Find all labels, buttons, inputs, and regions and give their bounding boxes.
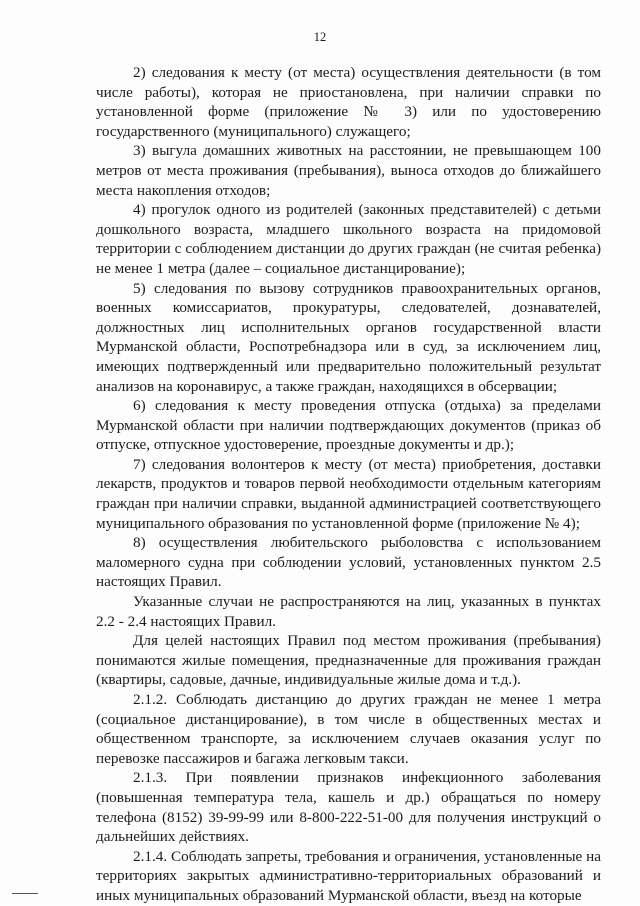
scan-edge-mark bbox=[12, 893, 38, 894]
paragraph-item-2: 2) следования к месту (от места) осуществления деятельности (в том числе работы), которая не приостановлена, при наличии справки по установленной форме (приложение № 3) или по удостоверению государственного (муниципального) служащего; bbox=[96, 64, 601, 140]
paragraph-item-4: 4) прогулок одного из родителей (законных представителей) с детьми дошкольного возраста, младшего школьного возраста на придомовой территории с соблюдением дистанции до других граждан (не считая ребенка) не менее 1 метра (далее – социальное дистанцирование); bbox=[96, 201, 601, 277]
paragraph-2-1-4: 2.1.4. Соблюдать запреты, требования и ограничения, установленные на территориях закрытых административно-территориальных образований и иных муниципальных образований Мурманской области, въезд на которые bbox=[96, 847, 601, 904]
document-body bbox=[96, 63, 601, 906]
page-number: 12 bbox=[313, 30, 327, 44]
paragraph-2-1-2: 2.1.2. Соблюдать дистанцию до других граждан не менее 1 метра (социальное дистанцирование), в том числе в общественных местах и общественном транспорте, за исключением случаев оказания услуг по перевозке пассажиров и багажа легковым такси. bbox=[96, 691, 601, 767]
paragraph-residence-definition: Для целей настоящих Правил под местом проживания (пребывания) понимаются жилые помещения, предназначенные для проживания граждан (квартиры, садовые, дачные, индивидуальные жилые дома и т.д.). bbox=[96, 632, 601, 689]
paragraph-item-5: 5) следования по вызову сотрудников правоохранительных органов, военных комиссариатов, прокуратуры, следователей, дознавателей, должностных лиц исполнительных органов государственной власти Мурманской области, Роспотребнадзора или в суд, за исключением лиц, имеющих подтвержденный или предварительно положительный результат анализов на коронавирус, а также граждан, находящихся в обсервации; bbox=[96, 279, 601, 395]
paragraph-exceptions: Указанные случаи не распространяются на лиц, указанных в пунктах 2.2 - 2.4 настоящих Правил. bbox=[96, 593, 601, 630]
paragraph-2-1-3: 2.1.3. При появлении признаков инфекционного заболевания (повышенная температура тела, кашель и др.) обращаться по номеру телефона (8152) 39-99-99 или 8-800-222-51-00 для получения инструкций о дальнейших действиях. bbox=[96, 769, 601, 846]
paragraph-item-6: 6) следования к месту проведения отпуска (отдыха) за пределами Мурманской области при наличии подтверждающих документов (приказ об отпуске, отпускное удостоверение, проездные документы и др.); bbox=[96, 397, 601, 454]
paragraph-item-3: 3) выгула домашних животных на расстоянии, не превышающем 100 метров от места проживания (пребывания), выноса отходов до ближайшего места накопления отходов; bbox=[96, 142, 601, 199]
paragraph-item-7: 7) следования волонтеров к месту (от места) приобретения, доставки лекарств, продуктов и товаров первой необходимости отдельным категориям граждан при наличии справки, выданной администрацией соответствующего муниципального образования по установленной форме (приложение № 4); bbox=[96, 455, 601, 532]
paragraph-item-8: 8) осуществления любительского рыболовства с использованием маломерного судна при соблюдении условий, установленных пунктом 2.5 настоящих Правил. bbox=[96, 534, 601, 591]
